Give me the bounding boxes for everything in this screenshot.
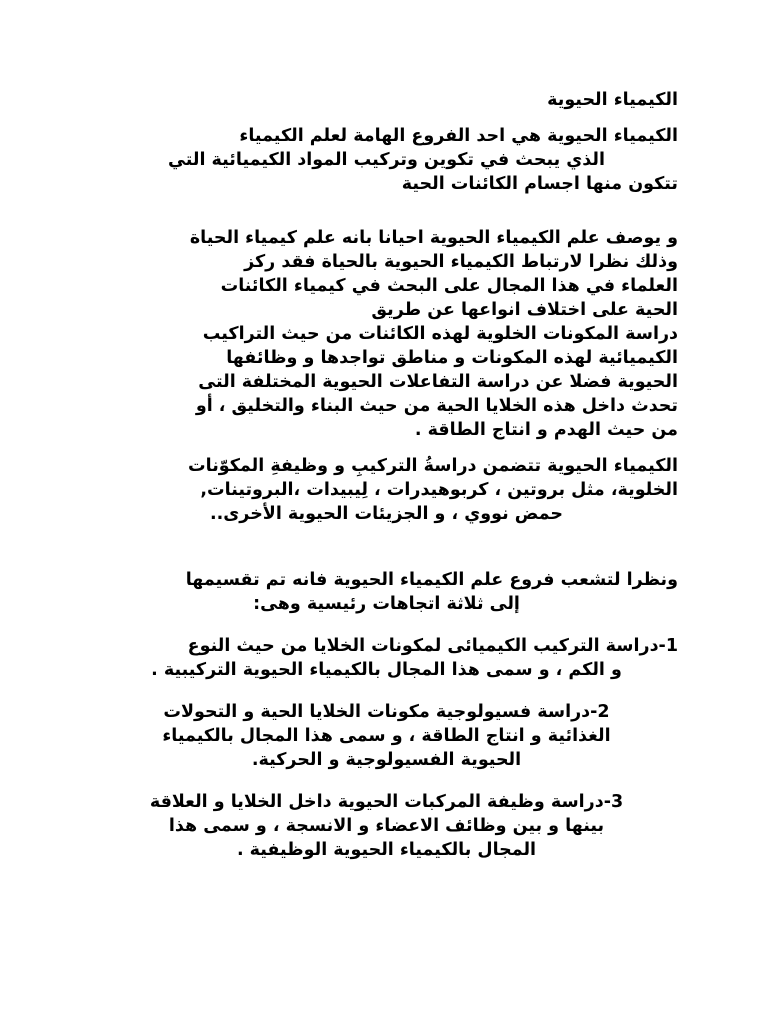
text-line: المجال بالكيمياء الحيوية الوظيفية . bbox=[236, 840, 537, 860]
text-line: حمض نووي ، و الجزيئات الحيوية الأخرى.. bbox=[209, 504, 564, 524]
text-line: الغذائية و انتاج الطاقة ، و سمى هذا المجال بالكيمياء bbox=[162, 726, 611, 746]
text-line: الكيميائية لهذه المكونات و مناطق تواجدها و وظائفها bbox=[226, 348, 678, 368]
text-line: تتكون منها اجسام الكائنات الحية bbox=[401, 174, 678, 194]
text-line: من حيث الهدم و انتاج الطاقة . bbox=[414, 420, 678, 440]
text-line: و الكم ، و سمى هذا المجال بالكيمياء الحيوية التركيبية . bbox=[151, 660, 622, 680]
text-line: الكيمياء الحيوية هي احد الفروع الهامة لعلم الكيمياء bbox=[239, 126, 678, 146]
text-line: إلى ثلاثة اتجاهات رئيسية وهى: bbox=[253, 594, 520, 614]
text-line: وذلك نظرا لارتباط الكيمياء الحيوية بالحياة فقد ركز bbox=[244, 252, 678, 272]
text-line: الحيوية الفسيولوجية و الحركية. bbox=[251, 750, 522, 770]
text-line: الكيمياء الحيوية تتضمن دراسةُ التركيبِ و وظيفةِ المكوّنات bbox=[188, 456, 678, 476]
branch-item-3 bbox=[95, 790, 678, 862]
text-line: العلماء في هذا المجال على البحث في كيمياء الكائنات bbox=[220, 276, 678, 296]
text-line: دراسة المكونات الخلوية لهذه الكائنات من حيث التراكيب bbox=[202, 324, 678, 344]
branch-item-2 bbox=[95, 700, 678, 772]
text-line: بينها و بين وظائف الاعضاء و الانسجة ، و سمى هذا bbox=[168, 816, 605, 836]
text-line: الذي يبحث في تكوين وتركيب المواد الكيميائية التي bbox=[168, 150, 605, 170]
text-line: ونظرا لتشعب فروع علم الكيمياء الحيوية فانه تم تقسيمها bbox=[185, 570, 678, 590]
text-line: تحدث داخل هذه الخلايا الحية من حيث البناء والتخليق ، أو bbox=[195, 396, 678, 416]
description-paragraph bbox=[95, 226, 678, 442]
document-title: الكيمياء الحيوية bbox=[547, 90, 678, 110]
intro-paragraph bbox=[95, 124, 678, 196]
text-line: 3-دراسة وظيفة المركبات الحيوية داخل الخلايا و العلاقة bbox=[149, 792, 624, 812]
text-line: الخلوية، مثل بروتين ، كربوهيدرات ، لِيبيدات ،البروتينات, bbox=[200, 480, 678, 500]
document-page bbox=[95, 88, 678, 862]
text-line: الحية على اختلاف انواعها عن طريق bbox=[371, 300, 678, 320]
branch-item-1 bbox=[95, 634, 678, 682]
text-line: الحيوية فضلا عن دراسة التفاعلات الحيوية المختلفة التى bbox=[198, 372, 678, 392]
text-line: 1-دراسة التركيب الكيميائى لمكونات الخلايا من حيث النوع bbox=[187, 636, 678, 656]
text-line: 2-دراسة فسيولوجية مكونات الخلايا الحية و التحولات bbox=[163, 702, 610, 722]
branches-intro-paragraph bbox=[95, 568, 678, 616]
text-line: و يوصف علم الكيمياء الحيوية احيانا بانه علم كيمياء الحياة bbox=[189, 228, 678, 248]
scope-paragraph bbox=[95, 454, 678, 526]
